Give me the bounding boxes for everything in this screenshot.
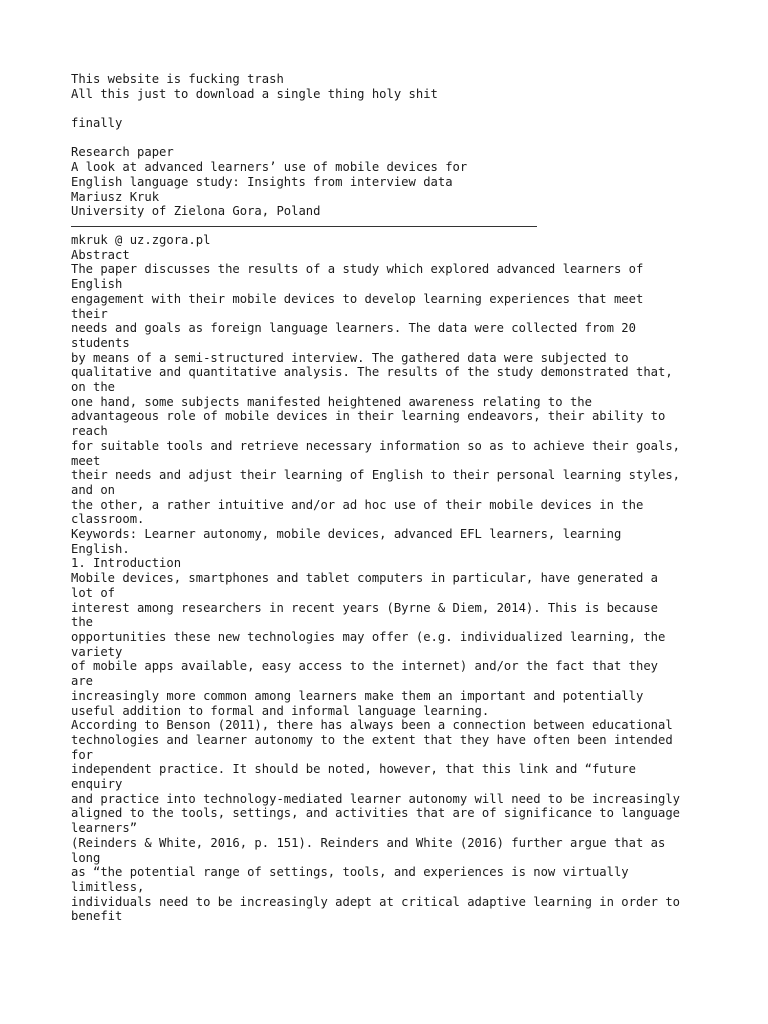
paper-author: Mariusz Kruk: [71, 189, 160, 204]
note-line: All this just to download a single thing holy shit: [71, 86, 438, 101]
intro-line: are: [71, 674, 94, 689]
intro-line: Mobile devices, smartphones and tablet computers in particular, have generated a: [71, 571, 658, 586]
intro-line: of mobile apps available, easy access to the internet) and/or the fact that they: [71, 659, 658, 674]
abstract-line: advantageous role of mobile devices in their learning endeavors, their ability to: [71, 409, 666, 424]
abstract-line: their: [71, 306, 108, 321]
intro-line: aligned to the tools, settings, and activities that are of significance to language: [71, 806, 681, 821]
intro-line: the: [71, 615, 94, 630]
abstract-line: their needs and adjust their learning of English to their personal learning styles,: [71, 468, 681, 483]
abstract-line: by means of a semi-structured interview. The gathered data were subjected to: [71, 350, 629, 365]
intro-line: and practice into technology-mediated learner autonomy will need to be increasingly: [71, 791, 681, 806]
abstract-line: English: [71, 277, 123, 292]
abstract-line: meet: [71, 453, 101, 468]
intro-line: lot of: [71, 585, 116, 600]
intro-line: enquiry: [71, 777, 123, 792]
intro-line: interest among researchers in recent years (Byrne & Diem, 2014). This is because: [71, 600, 658, 615]
introduction-body: [71, 571, 731, 924]
paper-title: A look at advanced learners’ use of mobile devices for: [71, 160, 468, 175]
abstract-line: reach: [71, 424, 108, 439]
keywords-line: English.: [71, 541, 130, 556]
abstract-line: classroom.: [71, 512, 145, 527]
abstract-line: on the: [71, 380, 116, 395]
intro-line: independent practice. It should be noted, however, that this link and “future: [71, 762, 636, 777]
blank-line: [71, 101, 731, 116]
document-text: [71, 72, 731, 924]
intro-line: increasingly more common among learners make them an important and potentially: [71, 688, 644, 703]
abstract-line: students: [71, 335, 130, 350]
paper-affiliation: University of Zielona Gora, Poland: [71, 204, 321, 219]
intro-line: variety: [71, 644, 123, 659]
paper-type: Research paper: [71, 145, 174, 160]
intro-line: opportunities these new technologies may offer (e.g. individualized learning, the: [71, 629, 666, 644]
intro-line: long: [71, 850, 101, 865]
blank-line: [71, 131, 731, 146]
abstract-line: the other, a rather intuitive and/or ad hoc use of their mobile devices in the: [71, 497, 644, 512]
section-heading: 1. Introduction: [71, 556, 182, 571]
abstract-line: qualitative and quantitative analysis. The results of the study demonstrated that,: [71, 365, 673, 380]
intro-line: benefit: [71, 909, 123, 924]
intro-line: learners”: [71, 821, 138, 836]
abstract-line: The paper discusses the results of a study which explored advanced learners of: [71, 262, 644, 277]
intro-line: as “the potential range of settings, tools, and experiences is now virtually: [71, 865, 629, 880]
keywords-line: Keywords: Learner autonomy, mobile devices, advanced EFL learners, learning: [71, 527, 622, 542]
intro-line: useful addition to formal and informal language learning.: [71, 703, 490, 718]
intro-line: for: [71, 747, 94, 762]
intro-line: individuals need to be increasingly adept at critical adaptive learning in order to: [71, 894, 681, 909]
abstract-line: needs and goals as foreign language learners. The data were collected from 20: [71, 321, 636, 336]
note-line: This website is fucking trash: [71, 72, 284, 86]
abstract-line: one hand, some subjects manifested heightened awareness relating to the: [71, 394, 592, 409]
horizontal-rule: [71, 226, 537, 227]
intro-line: technologies and learner autonomy to the extent that they have often been intended: [71, 732, 673, 747]
abstract-heading: Abstract: [71, 247, 130, 262]
intro-line: limitless,: [71, 879, 145, 894]
abstract-body: [71, 262, 731, 527]
keywords: [71, 527, 731, 556]
paper-title: English language study: Insights from interview data: [71, 174, 453, 189]
author-email: mkruk @ uz.zgora.pl: [71, 233, 211, 247]
intro-line: According to Benson (2011), there has always been a connection between educational: [71, 718, 673, 733]
abstract-line: for suitable tools and retrieve necessary information so as to achieve their goals,: [71, 438, 681, 453]
note-line: finally: [71, 116, 123, 131]
intro-line: (Reinders & White, 2016, p. 151). Reinders and White (2016) further argue that as: [71, 835, 666, 850]
abstract-line: engagement with their mobile devices to develop learning experiences that meet: [71, 291, 644, 306]
abstract-line: and on: [71, 482, 116, 497]
